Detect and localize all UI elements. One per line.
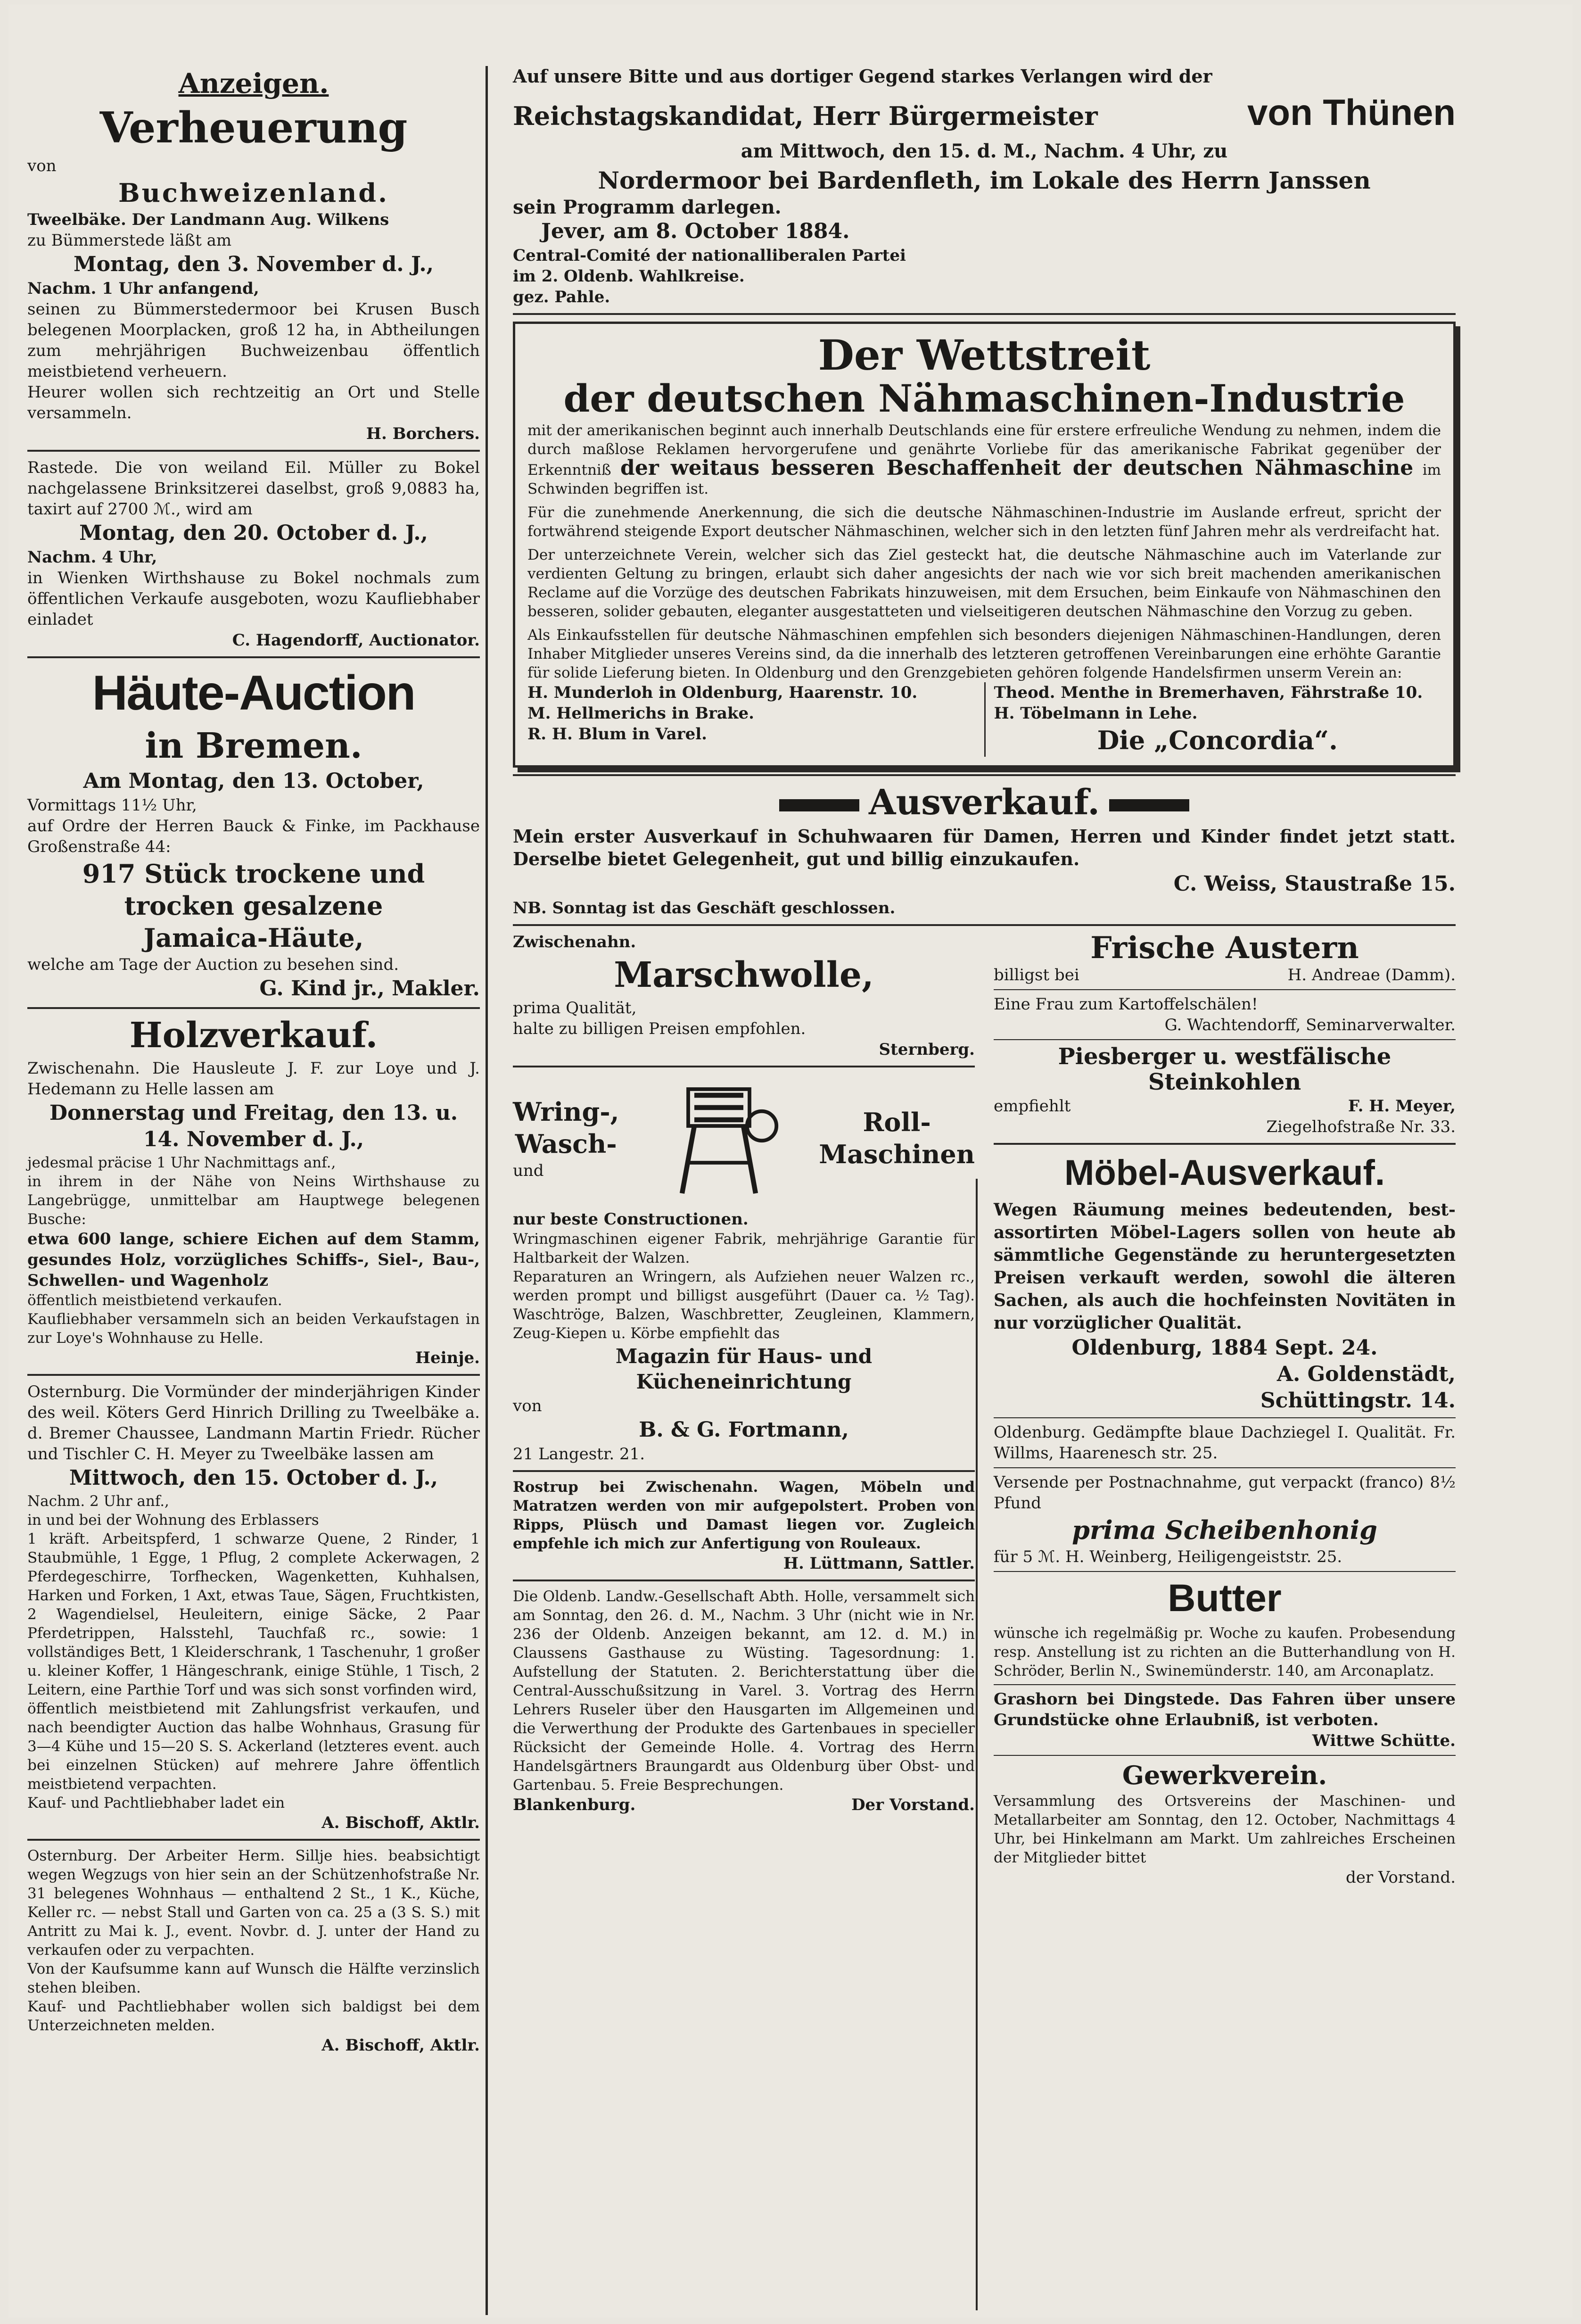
ad-text: halte zu billigen Preisen empfohlen.	[513, 1019, 806, 1038]
ad-text: Reparaturen an Wringern, als Aufziehen neuer Walzen rc., werden prompt und billigst ausgeführt (Dauer ca. ½ Tag). Waschtröge, Balzen, Waschbretter, Zeugleinen, Klammern, Zeug-Kiepen u. Körbe empfiehlt das	[513, 1268, 975, 1342]
lower-right-col-b	[994, 932, 1456, 1888]
decor-bar	[779, 799, 859, 811]
ad-title: Häute-Auction	[92, 666, 415, 720]
ad-text: zu Bümmerstede läßt am	[27, 231, 232, 250]
ad-text: von	[513, 1397, 542, 1415]
ad-date: Montag, den 3. November d. J.,	[74, 252, 434, 276]
ad-headline: Nordermoor bei Bardenfleth, im Lokale des Herrn Janssen	[598, 166, 1371, 194]
divider	[513, 1470, 975, 1472]
ad-headline: Magazin für Haus- und Kücheneinrichtung	[615, 1345, 873, 1393]
ad-text: Rastede. Die von weiland Eil. Müller zu Bokel nachgelassene Brinksitzerei daselbst, groß 9,0883 ha, taxirt auf 2700 ℳ., wird am	[27, 458, 480, 519]
ad-signature: A. Bischoff, Aktlr.	[321, 1813, 480, 1832]
ad-osternburg-1	[27, 1381, 480, 1833]
ad-text: Tweelbäke. Der Landmann Aug. Wilkens	[27, 210, 389, 229]
ad-time: Nachm. 2 Uhr anf.,	[27, 1493, 169, 1510]
ad-headline: 917 Stück trockene und	[82, 859, 425, 889]
ad-title: Frische Austern	[1090, 930, 1359, 966]
divider	[994, 1039, 1456, 1040]
divider	[513, 1580, 975, 1581]
ad-headline: prima Scheibenhonig	[1072, 1515, 1377, 1545]
ad-text: und	[513, 1161, 544, 1180]
ad-title: Butter	[1168, 1577, 1282, 1620]
ad-text: im 2. Oldenb. Wahlkreise.	[513, 267, 745, 286]
ad-signature: A. Bischoff, Aktlr.	[321, 2036, 480, 2055]
ad-text-part: mit der amerikanischen beginnt auch innerhalb Deutschlands eine für erstere erfreuliche Wendung zu nehmen, indem die durch maßlose Reklamen hervorgerufene und genährte Vorliebe für das amerikanische Fabrikat gegenüber der Erkenntniß	[527, 422, 1441, 479]
firm-item: Theod. Menthe in Bremerhaven, Fährstraße 10.	[994, 683, 1423, 702]
divider	[994, 1755, 1456, 1756]
ad-text: in und bei der Wohnung des Erblassers	[27, 1512, 319, 1529]
firm-item: H. Töbelmann in Lehe.	[994, 704, 1198, 723]
ad-text: wünsche ich regelmäßig pr. Woche zu kaufen. Probesendung resp. Anstellung ist zu richten an die Butterhandlung von H. Schröder, Berlin N., Swinemünderstr. 140, am Arconaplatz.	[994, 1625, 1456, 1679]
ad-headline: trocken gesalzene	[124, 891, 383, 921]
ad-signature: H. Lüttmann, Sattler.	[783, 1554, 975, 1573]
ad-note: NB. Sonntag ist das Geschäft geschlossen.	[513, 899, 896, 918]
divider	[27, 1374, 480, 1376]
lower-right-col-a	[513, 932, 975, 1888]
ad-text: Central-Comité der nationalliberalen Partei	[513, 246, 906, 265]
firm-item: H. Munderloh in Oldenburg, Haarenstr. 10.	[527, 683, 918, 702]
divider	[994, 1417, 1456, 1418]
ad-text: am Mittwoch, den 15. d. M., Nachm. 4 Uhr, zu	[741, 140, 1228, 162]
ad-title: Der Wettstreit	[818, 331, 1151, 380]
ad-haeute-auction	[27, 664, 480, 1001]
ad-text: Kaufliebhaber versammeln sich an beiden Verkaufstagen in zur Loye's Wohnhause zu Helle.	[27, 1311, 480, 1347]
divider	[27, 1007, 480, 1009]
ad-text: Wegen Räumung meines bedeutenden, best-assortirten Möbel-Lagers sollen von heute ab sämmtliche Gegenstände zu heruntergesetzten Preisen verkauft werden, sowohl die älteren Sachen, als auch die hochfeinsten Novitäten in nur vorzüglicher Qualität.	[994, 1200, 1456, 1333]
ad-reichstag	[513, 66, 1456, 307]
divider	[513, 924, 1456, 926]
ad-text: seinen zu Bümmerstedermoor bei Krusen Busch belegenen Moorplacken, groß 12 ha, in Abtheilungen zum mehrjährigen Buchweizenbau öffentlich meistbietend verheuern.	[27, 300, 480, 381]
ad-text: Rostrup bei Zwischenahn. Wagen, Möbeln und Matratzen werden von mir aufgepolstert. Proben von Ripps, Plüsch und Damast liegen vor. Zugleich empfehle ich mich zur Anfertigung von Rouleaux.	[513, 1479, 975, 1552]
ad-signature: der Vorstand.	[1346, 1868, 1456, 1887]
ad-address: 21 Langestr. 21.	[513, 1445, 645, 1464]
ad-line	[994, 965, 1456, 985]
ad-text: etwa 600 lange, schiere Eichen auf dem Stamm, gesundes Holz, vorzügliches Schiffs-, Siel-, Bau-, Schwellen- und Wagenholz	[27, 1230, 480, 1290]
ad-headline: Piesberger u. westfälische Steinkohlen	[1058, 1043, 1392, 1095]
ad-signature: F. H. Meyer,	[1348, 1097, 1456, 1116]
firm-item: R. H. Blum in Varel.	[527, 725, 707, 744]
ad-text: Wringmaschinen eigener Fabrik, mehrjährige Garantie für Haltbarkeit der Walzen.	[513, 1231, 975, 1266]
lower-right-columns	[513, 932, 1456, 1888]
ad-text: öffentlich meistbietend verkaufen.	[27, 1292, 282, 1309]
divider	[513, 1066, 975, 1067]
divider	[513, 774, 1456, 776]
ad-headline: Wring-,	[513, 1097, 619, 1127]
ad-text: in ihrem in der Nähe von Neins Wirthshause zu Langebrügge, unmittelbar am Hauptwege belegenen Busche:	[27, 1173, 480, 1228]
ad-subtitle: Buchweizenland.	[118, 178, 389, 208]
ad-time: Nachm. 4 Uhr,	[27, 548, 157, 567]
ad-rastede	[27, 457, 480, 651]
ad-naehmaschinen-box	[513, 322, 1456, 768]
ad-date: Am Montag, den 13. October,	[83, 769, 424, 793]
ad-title: Marschwolle,	[614, 955, 874, 995]
column-divider	[486, 66, 488, 2315]
ad-date: 14. November d. J.,	[143, 1127, 364, 1151]
ad-footer	[513, 1795, 975, 1815]
ad-text: Osternburg. Der Arbeiter Herm. Sillje hies. beabsichtigt wegen Wegzugs von hier sein an der Schützenhofstraße Nr. 31 belegenes Wohnhaus — enthaltend 2 St., 1 K., Küche, Keller rc. — nebst Stall und Garten von ca. 25 a (3 S. S.) mit Antritt zu Mai k. J., event. Novbr. d. J. unter der Hand zu verkaufen oder zu verpachten.	[27, 1847, 480, 1959]
ad-text: sein Programm darlegen.	[513, 196, 782, 218]
ad-title: Verheuerung	[99, 103, 408, 153]
ad-text: Eine Frau zum Kartoffelschälen!	[994, 995, 1258, 1014]
ad-ausverkauf	[513, 782, 1456, 918]
ad-subtitle: in Bremen.	[145, 726, 362, 766]
ad-headline: von Thünen	[1247, 91, 1456, 133]
ad-time: jedesmal präcise 1 Uhr Nachmittags anf.,	[27, 1154, 336, 1171]
ad-title: Gewerkverein.	[1122, 1760, 1327, 1790]
ad-headline: Jamaica-Häute,	[143, 923, 364, 953]
ad-signature: B. & G. Fortmann,	[639, 1418, 849, 1442]
ad-text: Heurer wollen sich rechtzeitig an Ort und Stelle versammeln.	[27, 383, 480, 422]
ad-text: Oldenburg. Gedämpfte blaue Dachziegel I. Qualität. Fr. Willms, Haarenesch str. 25.	[994, 1423, 1456, 1463]
ad-signature: Wittwe Schütte.	[1312, 1731, 1456, 1750]
ad-text	[527, 421, 1441, 498]
wringer-ad	[513, 1077, 975, 1199]
ad-signature: Die „Concordia“.	[1097, 725, 1338, 755]
ad-text: für 5 ℳ. H. Weinberg, Heiligengeiststr. 25.	[994, 1547, 1342, 1566]
ad-text: 1 kräft. Arbeitspferd, 1 schwarze Quene, 2 Rinder, 1 Staubmühle, 1 Egge, 1 Pflug, 2 complete Ackerwagen, 2 Pferdegeschirre, Torfhecken, Wagenketten, Kuhhalsen, Harken und Forken, 1 Axt, etwas Taue, Sägen, Fruchtkisten, 2 Wagendielsel, Heuleitern, einige Säcke, 2 Paar Pferdetrippen, Halsstehl, Tauchfaß rc., sowie: 1 vollständiges Bett, 1 Kleiderschrank, 1 Taschenuhr, 1 großer u. kleiner Koffer, 1 Hängeschrank, einige Stühle, 1 Tisch, 2 Leitern, eine Parthie Torf und was sich sonst vorfinden wird,	[27, 1530, 480, 1698]
ad-text: Kauf- und Pachtliebhaber wollen sich baldigst bei dem Unterzeichneten melden.	[27, 1998, 480, 2034]
ad-text: von	[27, 157, 57, 175]
ad-headline: Maschinen	[819, 1139, 975, 1169]
ad-signature: A. Goldenstädt,	[1276, 1362, 1456, 1386]
ad-text: Kauf- und Pachtliebhaber ladet ein	[27, 1795, 285, 1811]
ad-text: öffentlich meistbietend mit Zahlungsfrist verkaufen, und nach beendigter Auction das halbe Wohnhaus, Grasung für 3—4 Kühe und 15—20 S. S. Ackerland (letzteres event. auch bei einzelnen Stücken) auf mehrere Jahre öffentlich meistbietend verpachten.	[27, 1700, 480, 1793]
ad-signature: Heinje.	[415, 1348, 480, 1367]
ad-verheuerung	[27, 67, 480, 444]
ad-text: Die Oldenb. Landw.-Gesellschaft Abth. Holle, versammelt sich am Sonntag, den 26. d. M., Nachm. 3 Uhr (nicht wie in Nr. 236 der Oldenb. Anzeigen bekannt, am 12. d. M.) in Claussens Gasthause zu Wüsting. Tagesordnung: 1. Aufstellung der Statuten. 2. Berichterstattung über die Central-Ausschußsitzung in Varel. 3. Vortrag des Herrn Lehrers Ruseler über den Hausgarten im Allgemeinen und die Verwerthung der Produkte des Gartenbaues in specieller Rücksicht der Gemeinde Holle. 4. Vortrag des Herrn Handelsgärtners Braungardt aus Oldenburg über Obst- und Gartenbau. 5. Freie Besprechungen.	[513, 1588, 975, 1794]
ad-text: nur beste Constructionen.	[513, 1210, 749, 1229]
divider	[994, 1467, 1456, 1468]
ad-text: Für die zunehmende Anerkennung, die sich die deutsche Nähmaschinen-Industrie im Auslande erfreut, spricht der fortwährend steigende Export deutscher Nähmaschinen, welcher sich in den letzten fünf Jahren mehr als verdreifacht hat.	[527, 504, 1441, 540]
ad-text: Versende per Postnachnahme, gut verpackt (franco) 8½ Pfund	[994, 1473, 1456, 1513]
ad-address: Schüttingstr. 14.	[1260, 1389, 1456, 1413]
ad-title-row	[513, 782, 1456, 823]
ad-text: empfiehlt	[994, 1097, 1071, 1116]
firm-item: M. Hellmerichs in Brake.	[527, 704, 754, 723]
ad-text: Osternburg. Die Vormünder der minderjährigen Kinder des weil. Köters Gerd Hinrich Drilling zu Tweelbäke a. d. Bremer Chaussee, Landmann Martin Friedr. Rücher und Tischler C. H. Meyer zu Tweelbäke lassen am	[27, 1382, 480, 1464]
divider	[27, 1839, 480, 1841]
ad-text: auf Ordre der Herren Bauck & Finke, im Packhause Großenstraße 44:	[27, 817, 480, 856]
ad-place: Blankenburg.	[513, 1795, 636, 1814]
ad-text: Versammlung des Ortsvereins der Maschinen- und Metallarbeiter am Sonntag, den 12. October, Nachmittags 4 Uhr, bei Hinkelmann am Markt. Um zahlreiches Erscheinen der Mitglieder bittet	[994, 1793, 1456, 1866]
ad-text-part: im Schwinden begriffen ist.	[527, 462, 1441, 497]
left-column	[27, 66, 480, 2056]
ad-date: Montag, den 20. October d. J.,	[79, 521, 428, 545]
divider	[27, 450, 480, 452]
ad-line	[994, 1096, 1456, 1117]
ad-date: Oldenburg, 1884 Sept. 24.	[1071, 1336, 1378, 1360]
newspaper-page	[8, 5, 1573, 2317]
ad-headline: Reichstagskandidat, Herr Bürgermeister	[513, 101, 1098, 131]
ad-time: Vormittags 11½ Uhr,	[27, 796, 197, 815]
ad-text: Grashorn bei Dingstede. Das Fahren über unsere Grundstücke ohne Erlaubniß, ist verboten.	[994, 1690, 1456, 1729]
ad-signature: C. Weiss, Staustraße 15.	[1173, 872, 1456, 896]
ad-text: Als Einkaufsstellen für deutsche Nähmaschinen empfehlen sich besonders diejenigen Nähmaschinen-Handlungen, deren Inhaber Mitglieder unseres Vereins sind, da die innerhalb des letzteren getroffenen Vereinbarungen eine erhöhte Garantie für solide Lieferung bieten. In Oldenburg und den Grenzgebieten gehören folgende Handelsfirmen unserm Verein an:	[527, 627, 1441, 681]
candidate-line	[513, 87, 1456, 138]
ad-title: Ausverkauf.	[869, 782, 1100, 823]
firm-list	[527, 682, 1441, 757]
ad-signature: H. Borchers.	[366, 424, 480, 443]
divider	[994, 1143, 1456, 1145]
ad-text: Der unterzeichnete Verein, welcher sich das Ziel gesteckt hat, die deutsche Nähmaschine auch im Vaterlande zur verdienten Geltung zu bringen, erlaubt sich daher angesichts der nach wie vor sich breit machenden amerikanischen Reclame auf die Vorzüge des deutschen Fabrikats hinzuweisen, mit dem Ersuchen, beim Einkaufe von Nähmaschinen den besseren, solider gebauten, eleganter ausgestatteten und vielseitigeren deutschen Nähmaschine den Vorzug zu geben.	[527, 546, 1441, 620]
ad-date: Jever, am 8. October 1884.	[541, 219, 850, 243]
ad-osternburg-2	[27, 1846, 480, 2056]
divider	[27, 656, 480, 658]
ad-text: in Wienken Wirthshause zu Bokel nochmals zum öffentlichen Verkaufe ausgeboten, wozu Kaufliebhaber einladet	[27, 569, 480, 629]
wringer-machine-illustration	[658, 1077, 780, 1199]
ad-place: Zwischenahn.	[513, 933, 636, 951]
ad-text: welche am Tage der Auction zu besehen sind.	[27, 955, 399, 974]
decor-bar	[1109, 799, 1189, 811]
ad-text: Von der Kaufsumme kann auf Wunsch die Hälfte verzinslich stehen bleiben.	[27, 1960, 480, 1996]
section-header: Anzeigen.	[178, 67, 329, 99]
ad-emphasis: der weitaus besseren Beschaffenheit der deutschen Nähmaschine	[620, 456, 1414, 480]
ad-signature: G. Kind jr., Makler.	[259, 976, 480, 1001]
ad-holzverkauf	[27, 1015, 480, 1368]
ad-headline: Wasch-	[515, 1129, 617, 1159]
ad-text: Zwischenahn. Die Hausleute J. F. zur Loye und J. Hedemann zu Helle lassen am	[27, 1059, 480, 1099]
ad-text: Auf unsere Bitte und aus dortiger Gegend starkes Verlangen wird der	[513, 66, 1212, 87]
ad-headline: Roll-	[863, 1107, 931, 1137]
divider	[994, 989, 1456, 990]
divider	[994, 1571, 1456, 1572]
ad-title: der deutschen Nähmaschinen-Industrie	[563, 376, 1405, 421]
ad-text: prima Qualität,	[513, 999, 637, 1017]
ad-signature: Sternberg.	[879, 1040, 975, 1059]
right-column	[513, 66, 1456, 1888]
ad-title: Holzverkauf.	[129, 1015, 378, 1056]
ad-text: Mein erster Ausverkauf in Schuhwaaren für Damen, Herren und Kinder findet jetzt statt. Derselbe bietet Gelegenheit, gut und billig einzukaufen.	[513, 826, 1456, 869]
ad-signature: gez. Pahle.	[513, 288, 610, 306]
ad-title: Möbel-Ausverkauf.	[1064, 1153, 1385, 1193]
ad-address: Ziegelhofstraße Nr. 33.	[1266, 1117, 1456, 1136]
ad-text: billigst bei	[994, 966, 1079, 984]
ad-date: Donnerstag und Freitag, den 13. u.	[49, 1101, 458, 1125]
divider	[513, 313, 1456, 315]
ad-time: Nachm. 1 Uhr anfangend,	[27, 279, 259, 298]
ad-signature: C. Hagendorff, Auctionator.	[232, 631, 480, 650]
ad-date: Mittwoch, den 15. October d. J.,	[69, 1466, 438, 1490]
ad-signature: H. Andreae (Damm).	[1287, 966, 1456, 984]
ad-signature: G. Wachtendorff, Seminarverwalter.	[1164, 1016, 1456, 1034]
divider	[994, 1684, 1456, 1685]
ad-signature: Der Vorstand.	[851, 1795, 975, 1814]
